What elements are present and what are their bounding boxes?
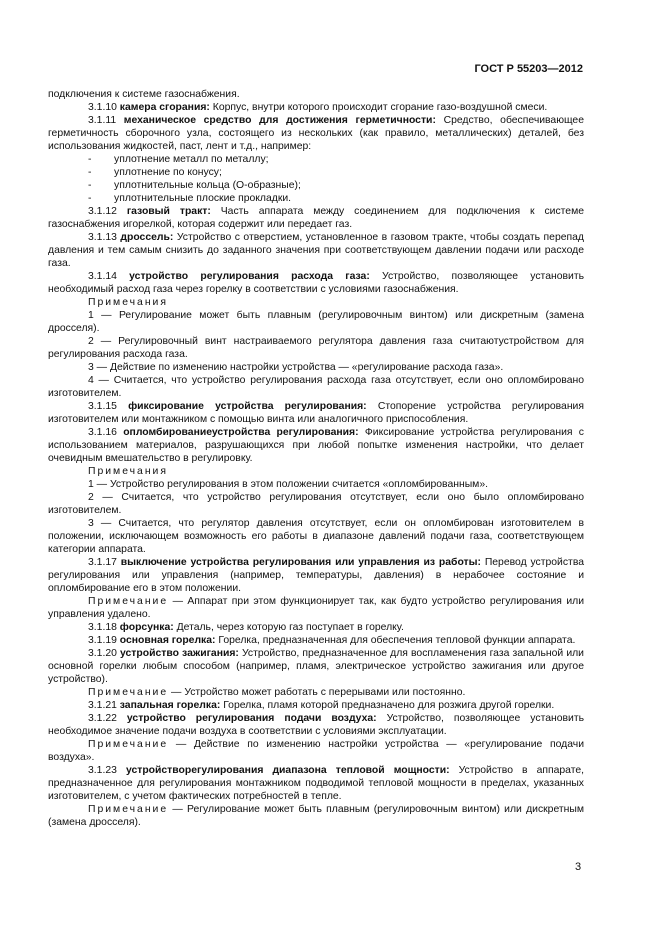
defined-term: устройство зажигания:: [120, 648, 239, 659]
note-label: Примечание: [88, 804, 169, 815]
list-item-text: уплотнение по конусу;: [114, 167, 222, 178]
definition-text: Фиксирование устройства регулирования с использованием материалов, разрушающихся при любой попытке изменения настройки, что делает очевидным вмешательство в регулировку.: [48, 427, 585, 464]
clause-number: 3.1.19: [88, 635, 117, 646]
defined-term: камера сгорания:: [119, 102, 210, 113]
body-paragraph: 3 — Действие по изменению настройки устройства — «регулирование расхода газа».: [88, 362, 504, 373]
list-item: [48, 153, 584, 166]
list-item-text: уплотнительные плоские прокладки.: [114, 193, 292, 204]
defined-term: устройство регулирования подачи воздуха:: [126, 713, 377, 724]
definition-text: Устройство, позволяющее установить необходимый расход газа через горелку в соответствии с условиями газоснабжения.: [48, 271, 584, 295]
defined-term: механическое средство для достижения герметичности:: [123, 115, 436, 126]
defined-term: газовый тракт:: [126, 206, 211, 217]
defined-term: форсунка:: [119, 622, 174, 633]
note-text: — Регулирование может быть плавным (регулировочным винтом) или дискретным (замена дросселя).: [48, 804, 585, 828]
definition-text: Устройство, позволяющее установить необходимое значение подачи воздуха в соответствии с условиями эксплуатации.: [48, 713, 585, 737]
body-paragraph: 2 — Считается, что устройство регулирования отсутствует, если оно было опломбировано изготовителем.: [48, 492, 584, 516]
defined-term: устройство регулирования расхода газа:: [129, 271, 370, 282]
note-paragraph: [48, 686, 584, 699]
clause-number: 3.1.21: [88, 700, 117, 711]
definition-paragraph: [48, 231, 584, 270]
definition-paragraph: [48, 712, 584, 738]
definition-text: Устройство с отверстием, установленное в газовом тракте, чтобы создать перепад давления и тем самым снизить до заданного значения при соответствующем давлении подачи или расходе газа.: [48, 232, 584, 269]
body-paragraph: подключения к системе газоснабжения.: [48, 89, 240, 100]
note-label: Примечание: [88, 687, 169, 698]
definition-paragraph: [48, 647, 584, 686]
clause-number: 3.1.18: [88, 622, 117, 633]
defined-term: запальная горелка:: [119, 700, 221, 711]
definition-text: Горелка, предназначенная для обеспечения тепловой функции аппарата.: [218, 635, 576, 646]
note-text: — Устройство может работать с перерывами или постоянно.: [171, 687, 466, 698]
definition-paragraph: [48, 101, 584, 114]
note-label: Примечание: [88, 739, 169, 750]
clause-number: 3.1.20: [88, 648, 117, 659]
clause-number: 3.1.12: [88, 206, 117, 217]
list-item-text: уплотнительные кольца (О-образные);: [114, 180, 301, 191]
clause-number: 3.1.13: [88, 232, 117, 243]
clause-number: 3.1.11: [88, 115, 117, 126]
definition-text: Часть аппарата между соединением для подключения к системе газоснабжения игорелкой, которая содержит или передает газ.: [48, 206, 584, 230]
definition-text: Горелка, пламя которой предназначено для розжига другой горелки.: [223, 700, 555, 711]
list-item: [48, 166, 584, 179]
list-item: [48, 192, 584, 205]
page-number: 3: [575, 861, 582, 873]
definition-paragraph: [48, 270, 584, 296]
note-paragraph: [48, 803, 584, 829]
list-item-text: уплотнение металл по металлу;: [114, 154, 269, 165]
body-paragraph: 4 — Считается, что устройство регулирования расхода газа отсутствует, если оно опломбировано изготовителем.: [48, 375, 584, 399]
defined-term: дроссель:: [120, 232, 174, 243]
list-bullet: -: [88, 193, 92, 204]
note-label: Примечание: [88, 596, 169, 607]
definition-paragraph: [48, 426, 584, 465]
definition-text: Средство, обеспечивающее герметичность сборочного узла, состоящего из нескольких (как правило, металлических) деталей, без использования жидкостей, паст, лент и т.д., например:: [48, 115, 584, 152]
defined-term: выключение устройства регулирования или управления из работы:: [120, 557, 481, 568]
body-paragraph: 3 — Считается, что регулятор давления отсутствует, если он опломбирован изготовителем в положении, исключающем возможность его работы в диапазоне давлений подачи газа, соответствующем категории аппарата.: [48, 518, 584, 555]
document-body: [48, 88, 584, 829]
definition-paragraph: [48, 114, 584, 153]
notes-heading: Примечания: [88, 297, 168, 308]
list-item: [48, 179, 584, 192]
clause-number: 3.1.16: [88, 427, 117, 438]
definition-text: Устройство, предназначенное для воспламенения газа запальной или основной горелки любым способом (например, пламя, электрическое устройство зажигания или другое устройство).: [48, 648, 584, 685]
clause-number: 3.1.10: [88, 102, 117, 113]
note-paragraph: [48, 738, 584, 764]
clause-number: 3.1.15: [88, 401, 117, 412]
clause-number: 3.1.22: [88, 713, 117, 724]
definition-text: Корпус, внутри которого происходит сгорание газо-воздушной смеси.: [212, 102, 548, 113]
note-text: — Аппарат при этом функционирует так, как будто устройство регулирования или управления удалено.: [48, 596, 584, 620]
defined-term: опломбированиеустройства регулирования:: [123, 427, 359, 438]
clause-number: 3.1.17: [88, 557, 117, 568]
clause-number: 3.1.23: [88, 765, 117, 776]
note-text: — Действие по изменению настройки устройства — «регулирование подачи воздуха».: [48, 739, 584, 763]
body-paragraph: 1 — Регулирование может быть плавным (регулировочным винтом) или дискретным (замена дросселя).: [48, 310, 584, 334]
definition-paragraph: [48, 556, 584, 595]
definition-paragraph: [48, 764, 584, 803]
body-paragraph: 1 — Устройство регулирования в этом положении считается «опломбированным».: [88, 479, 488, 490]
definition-text: Деталь, через которую газ поступает в горелку.: [176, 622, 404, 633]
list-bullet: -: [88, 154, 92, 165]
defined-term: устройстворегулирования диапазона тепловой мощности:: [125, 765, 450, 776]
notes-heading: Примечания: [88, 466, 168, 477]
definition-paragraph: [48, 699, 584, 712]
definition-text: Перевод устройства регулирования или управления (например, температуры, давления) в нерабочее состояние и опломбирование его в этом положении.: [48, 557, 585, 594]
defined-term: фиксирование устройства регулирования:: [128, 401, 367, 412]
definition-paragraph: [48, 634, 584, 647]
defined-term: основная горелка:: [119, 635, 216, 646]
definition-text: Стопорение устройства регулирования изготовителем или монтажником с помощью винта или аналогичного приспособления.: [48, 401, 584, 425]
body-paragraph: 2 — Регулировочный винт настраиваемого регулятора давления газа считаютустройством для регулирования расхода газа.: [48, 336, 584, 360]
definition-paragraph: [48, 400, 584, 426]
clause-number: 3.1.14: [88, 271, 117, 282]
note-paragraph: [48, 595, 584, 621]
list-bullet: -: [88, 167, 92, 178]
definition-paragraph: [48, 205, 584, 231]
definition-paragraph: [48, 621, 584, 634]
document-header: ГОСТ Р 55203—2012: [474, 63, 583, 75]
list-bullet: -: [88, 180, 92, 191]
definition-text: Устройство в аппарате, предназначенное для регулирования монтажником подводимой тепловой мощности в пределах, указанных изготовителем, с учетом фактических потребностей в тепле.: [48, 765, 585, 802]
